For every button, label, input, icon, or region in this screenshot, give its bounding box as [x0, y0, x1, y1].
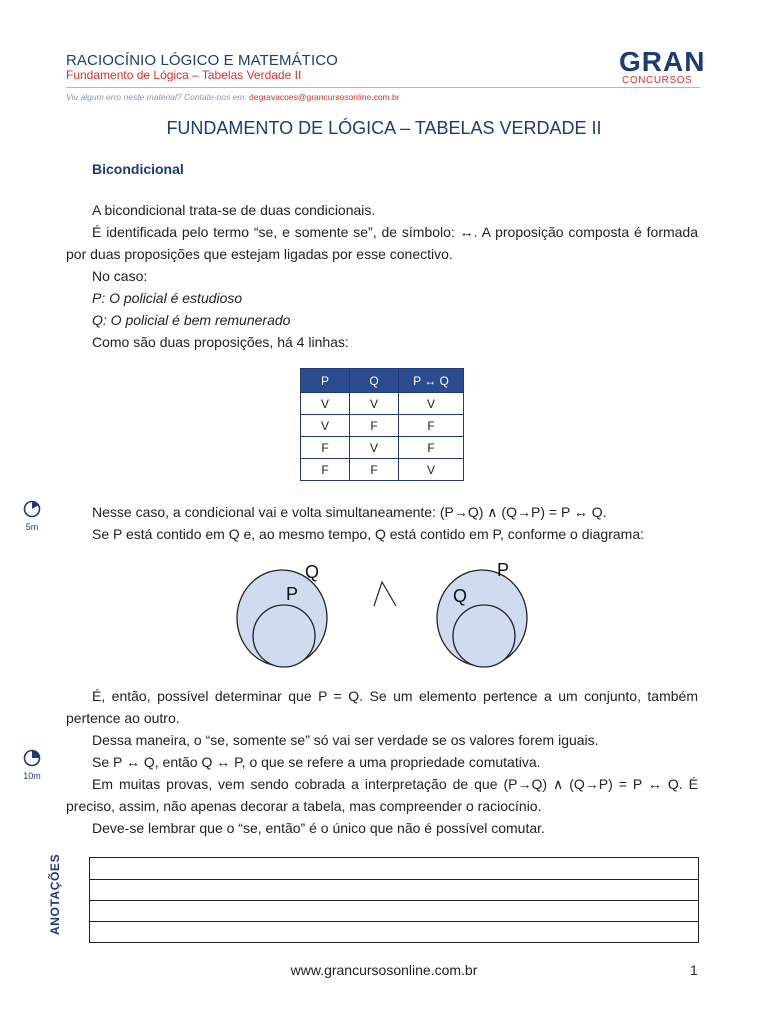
paragraph-8: Se P está contido em Q e, ao mesmo tempo, Q está contido em P, conforme o diagrama:	[92, 526, 644, 542]
truth-table-header-pq: P ↔ Q	[399, 369, 464, 393]
paragraph-1: A bicondicional trata-se de duas condicionais.	[92, 202, 376, 218]
proposition-q: Q: O policial é bem remunerado	[92, 312, 291, 328]
table-cell: V	[301, 415, 350, 437]
table-cell: V	[301, 393, 350, 415]
paragraph-12: Em muitas provas, vem sendo cobrada a interpretação de que (P→Q) ∧ (Q→P) = P ↔ Q. É preciso, assim, não apenas decorar a tabela, mas compreender o raciocínio.	[66, 776, 698, 814]
page-title: FUNDAMENTO DE LÓGICA – TABELAS VERDADE II	[166, 118, 602, 138]
truth-table-header-row	[301, 369, 464, 393]
table-cell: V	[350, 437, 399, 459]
truth-table-header-q: Q	[350, 369, 399, 393]
venn-right-inner-circle	[453, 605, 515, 667]
header-title: RACIOCÍNIO LÓGICO E MATEMÁTICO	[66, 52, 338, 69]
table-cell: F	[301, 459, 350, 481]
paragraph-7: Nesse caso, a condicional vai e volta simultaneamente: (P→Q) ∧ (Q→P) = P ↔ Q.	[92, 504, 607, 520]
section-title: Bicondicional	[92, 161, 184, 177]
truth-table-header-p: P	[301, 369, 350, 393]
table-cell: F	[301, 437, 350, 459]
venn-left-inner-label: P	[286, 584, 299, 604]
annotation-line	[90, 921, 698, 922]
table-cell: V	[350, 393, 399, 415]
table-cell: V	[399, 393, 464, 415]
timer-label-5m: 5m	[25, 522, 39, 532]
timer-icon	[23, 500, 41, 518]
table-cell: F	[399, 437, 464, 459]
venn-left-outer-label: Q	[305, 562, 320, 582]
annotations-box[interactable]	[89, 857, 699, 943]
logo-concursos: CONCURSOS	[622, 75, 693, 86]
table-cell: F	[350, 459, 399, 481]
venn-right-outer-label: P	[497, 560, 510, 580]
table-cell: F	[350, 415, 399, 437]
paragraph-10: Dessa maneira, o “se, somente se” só vai ser verdade se os valores forem iguais.	[92, 732, 599, 748]
contact-prefix: Viu algum erro neste material? Contate-nos em:	[66, 92, 247, 102]
table-row	[301, 393, 464, 415]
paragraph-6: Como são duas proposições, há 4 linhas:	[92, 334, 349, 350]
header-subtitle: Fundamento de Lógica – Tabelas Verdade II	[66, 68, 302, 82]
paragraph-2: É identificada pelo termo “se, e somente se”, de símbolo: ↔. A proposição composta é formada por duas proposições que estejam ligadas por esse conectivo.	[66, 224, 698, 262]
table-row	[301, 437, 464, 459]
header-divider	[66, 87, 700, 88]
table-row	[301, 459, 464, 481]
timer-label-10m: 10m	[23, 771, 41, 781]
paragraph-3: No caso:	[92, 268, 148, 284]
proposition-p: P: O policial é estudioso	[92, 290, 243, 306]
page-number: 1	[690, 962, 698, 978]
paragraph-13: Deve-se lembrar que o “se, então” é o único que não é possível comutar.	[92, 820, 545, 836]
logo-gran	[619, 48, 705, 76]
truth-table	[300, 368, 464, 481]
table-row	[301, 415, 464, 437]
footer-url[interactable]: www.grancursosonline.com.br	[290, 962, 478, 978]
and-operator-icon	[374, 582, 396, 606]
table-cell: F	[399, 415, 464, 437]
venn-left-inner-circle	[253, 605, 315, 667]
paragraph-9: É, então, possível determinar que P = Q. Se um elemento pertence a um conjunto, também pertence ao outro.	[66, 688, 698, 726]
venn-diagram	[230, 558, 540, 682]
paragraph-11: Se P ↔ Q, então Q ↔ P, o que se refere a uma propriedade comutativa.	[92, 754, 541, 770]
timer-icon	[23, 749, 41, 767]
venn-right-inner-label: Q	[453, 586, 468, 606]
table-cell: V	[399, 459, 464, 481]
contact-email[interactable]: degravacoes@grancursosonline.com.br	[249, 92, 400, 102]
annotations-label: ANOTAÇÕES	[48, 853, 62, 935]
annotation-line	[90, 879, 698, 880]
annotation-line	[90, 900, 698, 901]
contact-line	[66, 92, 400, 102]
logo-text: GRAN	[619, 46, 706, 77]
